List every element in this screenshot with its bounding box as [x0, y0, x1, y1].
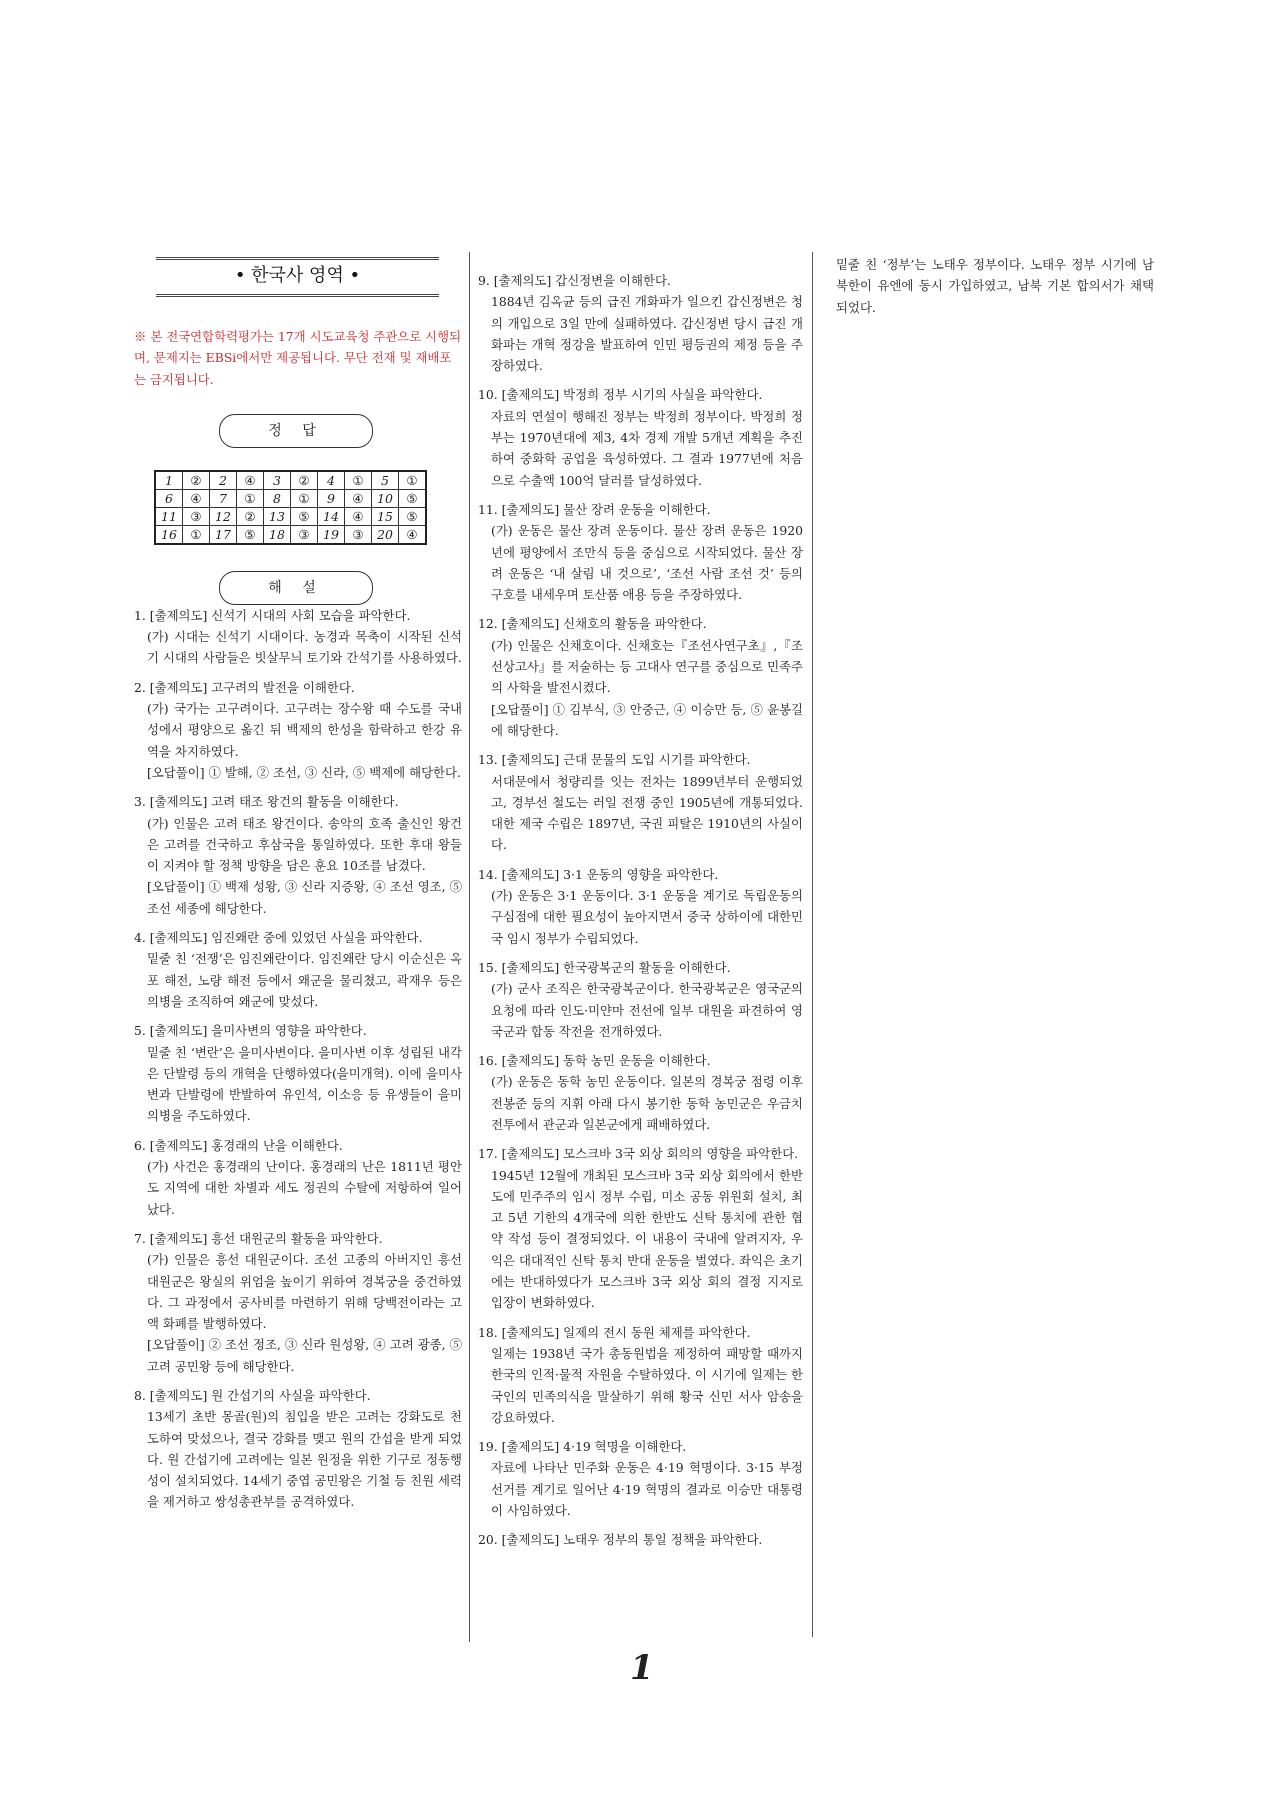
- question-heading: 2. [출제의도] 고구려의 발전을 이해한다.: [134, 679, 355, 695]
- question-explanation: 밑줄 친 ‘전쟁’은 임진왜란이다. 임진왜란 당시 이순신은 옥포 해전, 노량 해전 등에서 왜군을 물리쳤고, 곽재우 등은 의병을 조직하여 왜군에 맞섰다.: [147, 951, 462, 1009]
- column-1: [134, 252, 462, 1513]
- question-heading: 19. [출제의도] 4·19 혁명을 이해한다.: [478, 1439, 687, 1455]
- answer-choice: ④: [345, 507, 372, 525]
- question-19: [478, 1436, 803, 1521]
- answer-row: [155, 471, 426, 490]
- question-11: [478, 499, 803, 605]
- question-explanation: 일제는 1938년 국가 총동원법을 제정하여 패망할 때까지 한국의 인적·물적 자원을 수탈하였다. 이 시기에 일제는 한국인의 민족의식을 말살하기 위해 황국 신민 서사 암송을 강요하였다.: [491, 1345, 803, 1425]
- question-explanation: (가) 사건은 홍경래의 난이다. 홍경래의 난은 1811년 평안도 지역에 대한 차별과 세도 정권의 수탈에 저항하여 일어났다.: [147, 1159, 462, 1217]
- question-heading: 14. [출제의도] 3·1 운동의 영향을 파악한다.: [478, 866, 719, 882]
- question-number: 7: [210, 489, 237, 507]
- question-explanation: 자료의 연설이 행해진 정부는 박정희 정부이다. 박정희 정부는 1970년대에 제3, 4차 경제 개발 5개년 계획을 추진하여 중화학 공업을 육성하였다. 그 결과 1977년에 처음으로 수출액 100억 달러를 달성하였다.: [491, 408, 803, 488]
- question-number: 9: [318, 489, 345, 507]
- question-explanation: 밑줄 친 ‘변란’은 을미사변이다. 을미사변 이후 성립된 내각은 단발령 등의 개혁을 단행하였다(을미개혁). 이에 을미사변과 단발령에 반발하여 유인석, 이소응 등 유생들이 을미의병을 주도하였다.: [147, 1044, 462, 1124]
- answer-choice: ②: [237, 507, 264, 525]
- question-13: [478, 749, 803, 855]
- column-3: [836, 254, 1154, 318]
- question-number: 20: [372, 525, 399, 544]
- answer-choice: ①: [291, 489, 318, 507]
- question-explanation: (가) 운동은 3·1 운동이다. 3·1 운동을 계기로 독립운동의 구심점에 대한 필요성이 높아지면서 중국 상하이에 대한민국 임시 정부가 수립되었다.: [491, 888, 803, 946]
- answer-row: [155, 489, 426, 507]
- questions-column-1: [134, 605, 462, 1513]
- question-number: 4: [318, 471, 345, 490]
- answer-choice: ③: [345, 525, 372, 544]
- question-explanation: 1945년 12월에 개최된 모스크바 3국 외상 회의에서 한반도에 민주주의 임시 정부 수립, 미소 공동 위원회 설치, 최고 5년 기한의 4개국에 의한 한반도 신탁 통치에 관한 협약 작성 등이 결정되었다. 이 내용이 국내에 알려지자, 우익은 대대적인 신탁 통치 반대 운동을 벌였다. 좌익은 초기에는 반대하였다가 모스크바 3국 외상 회의 결정 지지로 입장이 변화하였다.: [491, 1167, 803, 1311]
- answer-choice: ①: [237, 489, 264, 507]
- question-explanation: (가) 운동은 물산 장려 운동이다. 물산 장려 운동은 1920년에 평양에서 조만식 등을 중심으로 시작되었다. 물산 장려 운동은 ‘내 살림 내 것으로’, ‘조선 사람 조선 것’ 등의 구호를 내세우며 토산품 애용 등을 주장하였다.: [491, 523, 803, 603]
- question-explanation: 13세기 초반 몽골(원)의 침입을 받은 고려는 강화도로 천도하여 맞섰으나, 결국 강화를 맺고 원의 간섭을 받게 되었다. 원 간섭기에 고려에는 일본 원정을 위한 기구로 정동행성이 설치되었다. 14세기 중엽 공민왕은 기철 등 친원 세력을 제거하고 쌍성총관부를 공격하였다.: [147, 1409, 462, 1510]
- answer-row: [155, 507, 426, 525]
- question-number: 11: [155, 507, 183, 525]
- answer-choice: ④: [345, 489, 372, 507]
- question-number: 16: [155, 525, 183, 544]
- question-15: [478, 957, 803, 1042]
- question-number: 1: [155, 471, 183, 490]
- question-number: 2: [210, 471, 237, 490]
- title-rule: [156, 294, 439, 297]
- answer-choice: ④: [237, 471, 264, 490]
- answer-choice: ⑤: [291, 507, 318, 525]
- column-2: [478, 270, 803, 1551]
- question-number: 17: [210, 525, 237, 544]
- question-heading: 11. [출제의도] 물산 장려 운동을 이해한다.: [478, 501, 711, 517]
- question-heading: 6. [출제의도] 홍경래의 난을 이해한다.: [134, 1137, 343, 1153]
- question-explanation: (가) 군사 조직은 한국광복군이다. 한국광복군은 영국군의 요청에 따라 인도·미얀마 전선에 일부 대원을 파견하여 영국군과 합동 작전을 전개하였다.: [491, 981, 803, 1039]
- question-heading: 13. [출제의도] 근대 문물의 도입 시기를 파악한다.: [478, 752, 751, 768]
- question-heading: 17. [출제의도] 모스크바 3국 외상 회의의 영향을 파악한다.: [478, 1146, 799, 1162]
- question-explanation: (가) 시대는 신석기 시대이다. 농경과 목축이 시작된 신석기 시대의 사람들은 빗살무늬 토기와 간석기를 사용하였다.: [147, 629, 462, 666]
- question-explanation: 1884년 김옥균 등의 급진 개화파가 일으킨 갑신정변은 청의 개입으로 3일 만에 실패하였다. 갑신정변 당시 급진 개화파는 개혁 정강을 발표하여 인민 평등권의 제정 등을 주장하였다.: [491, 294, 803, 374]
- answer-choice: ①: [399, 471, 427, 490]
- section-title: • 한국사 영역 •: [234, 265, 361, 286]
- question-heading: 10. [출제의도] 박정희 정부 시기의 사실을 파악한다.: [478, 387, 763, 403]
- question-20: [478, 1529, 803, 1550]
- question-number: 12: [210, 507, 237, 525]
- question-6: [134, 1135, 462, 1220]
- answer-choice: ③: [183, 507, 210, 525]
- distribution-notice: ※ 본 전국연합학력평가는 17개 시도교육청 주관으로 시행되며, 문제지는 EBSi에서만 제공됩니다. 무단 전재 및 재배포는 금지됩니다.: [134, 329, 462, 387]
- question-number: 10: [372, 489, 399, 507]
- answer-row: [155, 525, 426, 544]
- question-14: [478, 864, 803, 949]
- question-8: [134, 1385, 462, 1513]
- question-9: [478, 270, 803, 376]
- question-heading: 1. [출제의도] 신석기 시대의 사회 모습을 파악한다.: [134, 607, 411, 623]
- question-explanation: 서대문에서 청량리를 잇는 전차는 1899년부터 운행되었고, 경부선 철도는 러일 전쟁 중인 1905년에 개통되었다. 대한 제국 수립은 1897년, 국권 피탈은 1910년의 사실이다.: [491, 773, 803, 853]
- question-number: 6: [155, 489, 183, 507]
- question-heading: 18. [출제의도] 일제의 전시 동원 체제를 파악한다.: [478, 1324, 751, 1340]
- wrong-answer-note: [오답풀이] ② 조선 정조, ③ 신라 원성왕, ④ 고려 광종, ⑤ 고려 공민왕 등에 해당한다.: [147, 1337, 462, 1374]
- question-number: 8: [264, 489, 291, 507]
- question-number: 5: [372, 471, 399, 490]
- answer-choice: ⑤: [399, 489, 427, 507]
- answer-table: [154, 470, 427, 545]
- wrong-answer-note: [오답풀이] ① 김부식, ③ 안중근, ④ 이승만 등, ⑤ 윤봉길에 해당한다.: [491, 701, 803, 738]
- question-explanation: (가) 인물은 신채호이다. 신채호는『조선사연구초』,『조선상고사』를 저술하는 등 고대사 연구를 중심으로 민족주의 사학을 발전시켰다.: [491, 637, 803, 696]
- question-12: [478, 613, 803, 741]
- answer-choice: ③: [291, 525, 318, 544]
- question-explanation: 자료에 나타난 민주화 운동은 4·19 혁명이다. 3·15 부정 선거를 계기로 일어난 4·19 혁명의 결과로 이승만 대통령이 사임하였다.: [491, 1460, 803, 1519]
- answer-choice: ⑤: [237, 525, 264, 544]
- question-explanation: (가) 인물은 고려 태조 왕건이다. 송악의 호족 출신인 왕건은 고려를 건국하고 후삼국을 통일하였다. 또한 후대 왕들이 지켜야 할 정책 방향을 담은 훈요 10조를 남겼다.: [147, 815, 462, 874]
- question-heading: 4. [출제의도] 임진왜란 중에 있었던 사실을 파악한다.: [134, 930, 423, 946]
- question-1: [134, 605, 462, 669]
- answer-choice: ②: [183, 471, 210, 490]
- question-heading: 3. [출제의도] 고려 태조 왕건의 활동을 이해한다.: [134, 794, 399, 810]
- question-18: [478, 1322, 803, 1428]
- column-divider: [469, 252, 470, 1642]
- question-heading: 15. [출제의도] 한국광복군의 활동을 이해한다.: [478, 959, 731, 975]
- answers-heading: 정 답: [219, 414, 373, 448]
- question-4: [134, 927, 462, 1012]
- wrong-answer-note: [오답풀이] ① 발해, ② 조선, ③ 신라, ⑤ 백제에 해당한다.: [147, 764, 461, 780]
- page-number: 1: [630, 1648, 654, 1688]
- question-2: [134, 677, 462, 783]
- question-heading: 12. [출제의도] 신채호의 활동을 파악한다.: [478, 616, 707, 632]
- question-5: [134, 1020, 462, 1126]
- question-heading: 9. [출제의도] 갑신정변을 이해한다.: [478, 273, 671, 288]
- question-heading: 16. [출제의도] 동학 농민 운동을 이해한다.: [478, 1053, 711, 1069]
- wrong-answer-note: [오답풀이] ① 백제 성왕, ③ 신라 지증왕, ④ 조선 영조, ⑤ 조선 세종에 해당한다.: [147, 879, 462, 916]
- question-heading: 8. [출제의도] 원 간섭기의 사실을 파악한다.: [134, 1387, 371, 1403]
- commentary-heading: 해 설: [219, 571, 373, 605]
- question-heading: 20. [출제의도] 노태우 정부의 통일 정책을 파악한다.: [478, 1532, 763, 1548]
- question-10: [478, 384, 803, 490]
- question-7: [134, 1228, 462, 1377]
- question-number: 18: [264, 525, 291, 544]
- answer-choice: ①: [183, 525, 210, 544]
- question-number: 14: [318, 507, 345, 525]
- question-number: 15: [372, 507, 399, 525]
- question-heading: 5. [출제의도] 을미사변의 영향을 파악한다.: [134, 1023, 367, 1039]
- questions-column-2: [478, 270, 803, 1551]
- answer-choice: ②: [291, 471, 318, 490]
- section-title-box: [156, 252, 439, 302]
- question-number: 3: [264, 471, 291, 490]
- answer-choice: ⑤: [399, 507, 427, 525]
- question-number: 13: [264, 507, 291, 525]
- question-explanation: (가) 국가는 고구려이다. 고구려는 장수왕 때 수도를 국내성에서 평양으로 옮긴 뒤 백제의 한성을 함락하고 한강 유역을 차지하였다.: [147, 701, 462, 759]
- column-divider: [812, 252, 813, 1637]
- question-3: [134, 791, 462, 919]
- answer-choice: ④: [183, 489, 210, 507]
- question-16: [478, 1050, 803, 1135]
- question-explanation: (가) 운동은 동학 농민 운동이다. 일본의 경복궁 점령 이후 전봉준 등의 지휘 아래 다시 봉기한 동학 농민군은 우금치 전투에서 관군과 일본군에게 패배하였다.: [491, 1074, 803, 1132]
- question-20-explanation: 밑줄 친 ‘정부’는 노태우 정부이다. 노태우 정부 시기에 남북한이 유엔에 동시 가입하였고, 남북 기본 합의서가 채택되었다.: [836, 257, 1154, 315]
- question-heading: 7. [출제의도] 흥선 대원군의 활동을 파악한다.: [134, 1230, 383, 1246]
- answer-choice: ④: [399, 525, 427, 544]
- question-17: [478, 1143, 803, 1313]
- title-rule: [156, 257, 439, 260]
- question-number: 19: [318, 525, 345, 544]
- question-explanation: (가) 인물은 흥선 대원군이다. 조선 고종의 아버지인 흥선 대원군은 왕실의 위엄을 높이기 위하여 경복궁을 중건하였다. 그 과정에서 공사비를 마련하기 위해 당백전이라는 고액 화폐를 발행하였다.: [147, 1252, 462, 1332]
- answer-choice: ①: [345, 471, 372, 490]
